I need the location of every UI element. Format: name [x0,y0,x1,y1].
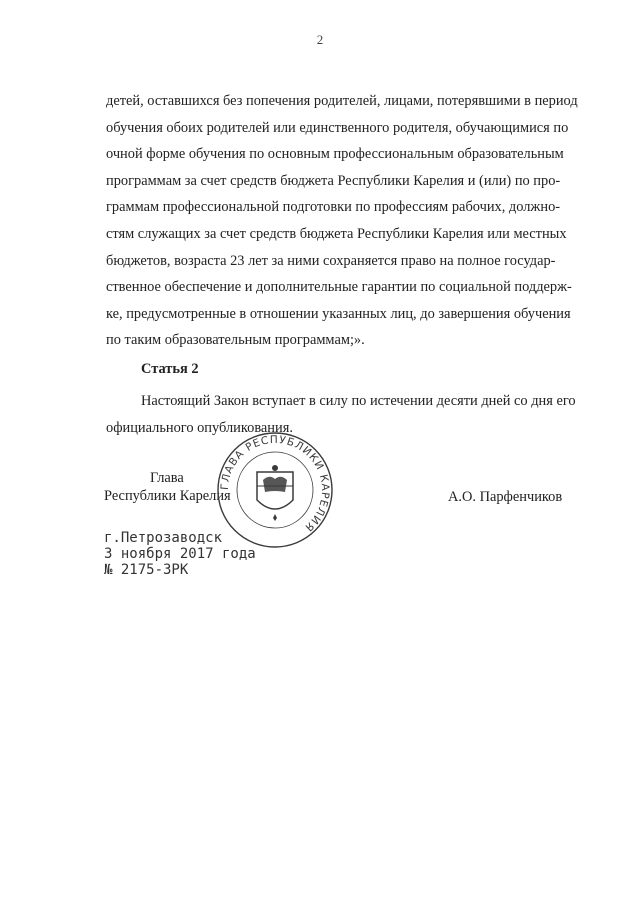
body-line: стям служащих за счет средств бюджета Республики Карелия или местных [106,225,567,242]
body-line: ке, предусмотренные в отношении указанных лиц, до завершения обучения [106,305,571,322]
page-number: 2 [316,32,324,47]
seal-text-path: ГЛАВА РЕСПУБЛИКИ КАРЕЛИЯ [218,433,332,534]
signatory-name: А.О. Парфенчиков [448,489,563,505]
article-text-line: официального опубликования. [106,419,293,436]
signatory-title-line2: Республики Карелия [104,488,231,504]
stamp-number: № 2175-ЗРК [104,562,189,578]
body-line: бюджетов, возраста 23 лет за ними сохраняется право на полное государ- [106,252,556,269]
article-heading: Статья 2 [141,361,199,377]
stamp-city: г.Петрозаводск [104,530,223,546]
body-line: программам за счет средств бюджета Республики Карелия и (или) по про- [106,172,561,189]
body-line: ственное обеспечение и дополнительные гарантии по социальной поддерж- [106,279,572,296]
signatory-title-line1: Глава [150,470,184,486]
body-line: обучения обоих родителей или единственного родителя, обучающимися по [106,119,569,136]
article-text-line: Настоящий Закон вступает в силу по истечении десяти дней со дня его [141,393,576,409]
body-line: по таким образовательным программам;». [106,332,365,349]
coat-of-arms-icon [257,465,293,521]
registration-stamp [104,530,256,578]
body-line: детей, оставшихся без попечения родителей, лицами, потерявшими в период [106,93,578,109]
stamp-date: 3 ноября 2017 года [104,546,256,562]
body-paragraph [106,88,578,354]
body-line: очной форме обучения по основным профессиональным образовательным [106,146,564,163]
body-line: граммам профессиональной подготовки по профессиям рабочих, должно- [106,199,561,216]
